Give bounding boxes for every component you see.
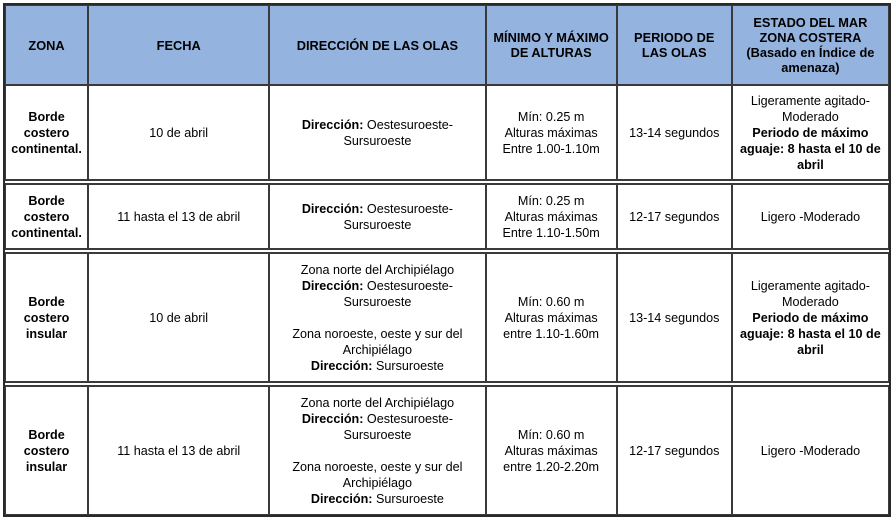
- header-estado: ESTADO DEL MAR ZONA COSTERA (Basado en Índice de amenaza): [732, 5, 889, 85]
- zona-cell: Borde costero continental.: [5, 184, 88, 249]
- direccion-value: Oestesuroeste-Sursuroeste: [343, 411, 454, 442]
- direccion-zona-sur: Zona noroeste, oeste y sur del Archipiélago: [292, 326, 463, 357]
- direccion-value: Oestesuroeste-Sursuroeste: [343, 278, 454, 309]
- altura-rango: entre 1.20-2.20m: [503, 459, 600, 474]
- direccion-label: Dirección:: [301, 411, 364, 426]
- altura-minima: Mín: 0.60 m: [517, 294, 585, 309]
- header-direccion: DIRECCIÓN DE LAS OLAS: [269, 5, 485, 85]
- wave-forecast-table: [3, 3, 891, 517]
- altura-rango: entre 1.10-1.60m: [503, 326, 600, 341]
- direccion-zona-norte: Zona norte del Archipiélago: [300, 262, 455, 277]
- header-periodo: PERIODO DE LAS OLAS: [617, 5, 732, 85]
- periodo-cell: 12-17 segundos: [617, 386, 732, 515]
- estado-text: Ligeramente agitado-Moderado: [750, 278, 870, 309]
- estado-cell: Ligero -Moderado: [732, 386, 889, 515]
- direccion-zona-norte: Zona norte del Archipiélago: [300, 395, 455, 410]
- fecha-cell: 10 de abril: [88, 85, 269, 180]
- alturas-cell: [486, 184, 617, 249]
- direccion-value: Oestesuroeste-Sursuroeste: [343, 201, 454, 232]
- header-row: [5, 5, 889, 85]
- periodo-cell: 13-14 segundos: [617, 85, 732, 180]
- altura-minima: Mín: 0.25 m: [517, 193, 585, 208]
- direccion-label: Dirección:: [310, 358, 373, 373]
- direccion-zona-sur: Zona noroeste, oeste y sur del Archipiélago: [292, 459, 463, 490]
- periodo-cell: 12-17 segundos: [617, 184, 732, 249]
- estado-text: Ligeramente agitado-Moderado: [750, 93, 870, 124]
- altura-minima: Mín: 0.60 m: [517, 427, 585, 442]
- altura-label: Alturas máximas: [504, 125, 598, 140]
- fecha-cell: 11 hasta el 13 de abril: [88, 386, 269, 515]
- altura-label: Alturas máximas: [504, 443, 598, 458]
- estado-cell: Ligero -Moderado: [732, 184, 889, 249]
- zona-cell: Borde costero insular: [5, 386, 88, 515]
- direccion-value: Oestesuroeste-Sursuroeste: [343, 117, 454, 148]
- alturas-cell: [486, 386, 617, 515]
- table-row: [5, 386, 889, 515]
- direccion-cell: [269, 85, 485, 180]
- direccion-label: Dirección:: [310, 491, 373, 506]
- table-row: [5, 184, 889, 249]
- estado-aguaje: Periodo de máximo aguaje: 8 hasta el 10 de abril: [740, 125, 881, 172]
- altura-minima: Mín: 0.25 m: [517, 109, 585, 124]
- altura-rango: Entre 1.10-1.50m: [502, 225, 600, 240]
- header-fecha: FECHA: [88, 5, 269, 85]
- direccion-value: Sursuroeste: [376, 358, 444, 373]
- header-alturas: MÍNIMO Y MÁXIMO DE ALTURAS: [486, 5, 617, 85]
- alturas-cell: [486, 253, 617, 382]
- altura-label: Alturas máximas: [504, 310, 598, 325]
- direccion-label: Dirección:: [301, 117, 364, 132]
- periodo-cell: 13-14 segundos: [617, 253, 732, 382]
- estado-cell: [732, 253, 889, 382]
- zona-cell: Borde costero continental.: [5, 85, 88, 180]
- estado-cell: [732, 85, 889, 180]
- zona-cell: Borde costero insular: [5, 253, 88, 382]
- direccion-label: Dirección:: [301, 201, 364, 216]
- fecha-cell: 11 hasta el 13 de abril: [88, 184, 269, 249]
- altura-label: Alturas máximas: [504, 209, 598, 224]
- direccion-cell: [269, 253, 485, 382]
- direccion-label: Dirección:: [301, 278, 364, 293]
- table-row: [5, 85, 889, 180]
- header-zona: ZONA: [5, 5, 88, 85]
- direccion-cell: [269, 184, 485, 249]
- estado-aguaje: Periodo de máximo aguaje: 8 hasta el 10 de abril: [740, 310, 881, 357]
- table-row: [5, 253, 889, 382]
- fecha-cell: 10 de abril: [88, 253, 269, 382]
- altura-rango: Entre 1.00-1.10m: [502, 141, 600, 156]
- alturas-cell: [486, 85, 617, 180]
- direccion-cell: [269, 386, 485, 515]
- direccion-value: Sursuroeste: [376, 491, 444, 506]
